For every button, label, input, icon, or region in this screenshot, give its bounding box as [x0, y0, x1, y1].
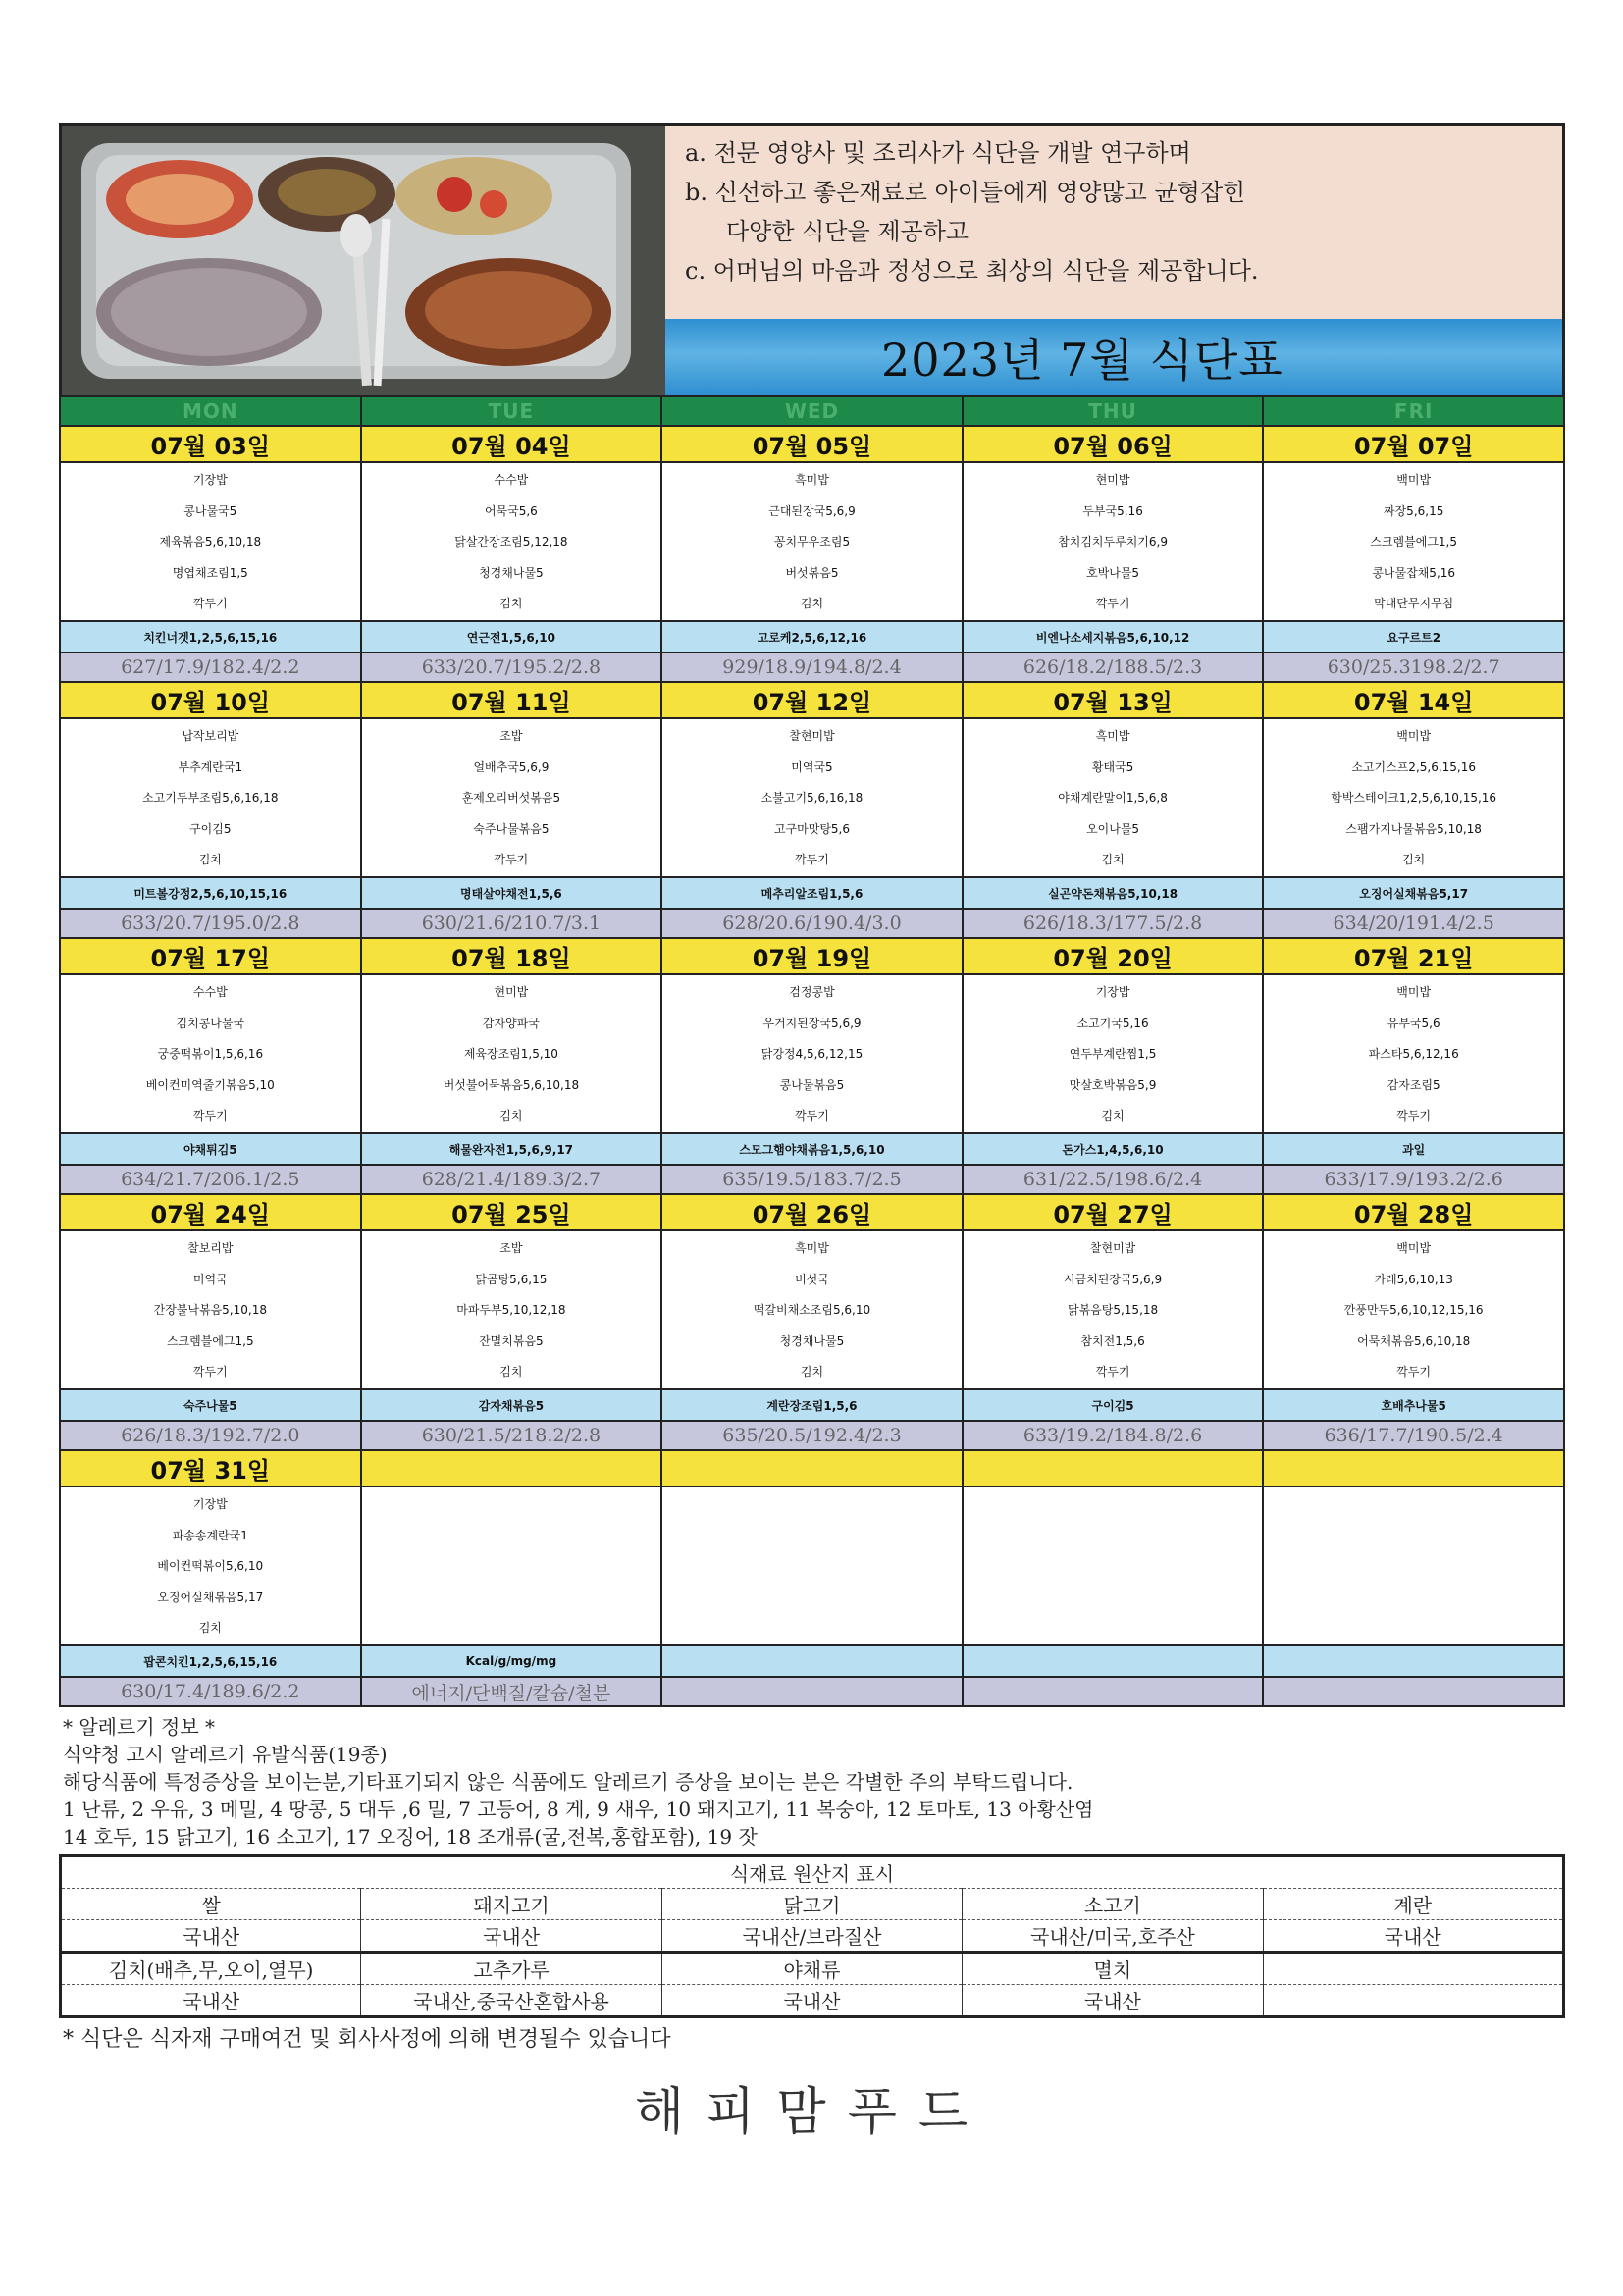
meal-item: 마파두부5,10,12,18: [456, 1303, 566, 1317]
date-cell: 07월 26일: [661, 1194, 963, 1230]
date-cell: 07월 27일: [963, 1194, 1264, 1230]
meal-cell: [1263, 974, 1564, 1133]
meal-item: 구이김5: [189, 821, 232, 836]
meal-item: 기장밥: [192, 1497, 228, 1511]
note-b: b. 신선하고 좋은재료로 아이들에게 영양많고 균형잡힌: [685, 179, 1246, 206]
meal-item: 파스타5,6,12,16: [1368, 1047, 1459, 1061]
meal-cell: [661, 974, 963, 1133]
origin-value: 국내산: [361, 1920, 661, 1953]
menu-sheet: [59, 123, 1565, 2144]
date-cell: 07월 25일: [361, 1194, 662, 1230]
nutrition-cell: [661, 1677, 963, 1706]
origin-label: 야채류: [661, 1953, 962, 1985]
meal-item: 닭볶음탕5,15,18: [1067, 1303, 1159, 1317]
nutrition-cell: 635/19.5/183.7/2.5: [661, 1165, 963, 1194]
meal-item: 베이컨미역줄기볶음5,10: [145, 1077, 275, 1092]
origin-label: 멸치: [963, 1953, 1263, 1985]
meal-item: 오이나물5: [1086, 821, 1140, 836]
allergy-line1: 식약청 고시 알레르기 유발식품(19종): [63, 1743, 388, 1766]
meal-item: 얼배추국5,6,9: [473, 759, 550, 774]
meal-item: 조밥: [499, 1241, 523, 1255]
nutrition-cell: 634/20/191.4/2.5: [1263, 909, 1564, 938]
meal-item: 파송송계란국1: [172, 1528, 248, 1542]
date-row: [60, 1450, 1564, 1487]
day-wed: WED: [661, 396, 963, 426]
origin-label: 김치(배추,무,오이,열무): [61, 1953, 361, 1985]
snack-cell: 호배추나물5: [1263, 1389, 1564, 1421]
day-thu: THU: [963, 396, 1264, 426]
origin-value: 국내산: [61, 1985, 361, 2017]
snack-cell: [1263, 1645, 1564, 1677]
meal-item: 제육장조림1,5,10: [463, 1047, 558, 1061]
allergy-line3: 1 난류, 2 우유, 3 메밀, 4 땅콩, 5 대두 ,6 밀, 7 고등어, 8 게, 9 새우, 10 돼지고기, 11 복숭아, 12 토마토, 13 아황산염: [63, 1798, 1094, 1821]
origin-title-row: [61, 1856, 1564, 1889]
meal-item: 백미밥: [1396, 729, 1432, 743]
meal-item: 깍두기: [1396, 1365, 1432, 1379]
meal-item: 버섯불어묵볶음5,6,10,18: [443, 1077, 580, 1092]
snack-cell: 고로케2,5,6,12,16: [661, 621, 963, 652]
meal-item: 검정콩밥: [789, 985, 835, 999]
meal-cell: [661, 1487, 963, 1645]
origin-value: 국내산/브라질산: [661, 1920, 962, 1953]
meal-item: 두부국5,16: [1082, 503, 1143, 518]
meal-item: 버섯볶음5: [785, 565, 839, 580]
date-cell: 07월 24일: [60, 1194, 361, 1230]
company-name: 해피맘푸드: [634, 2083, 990, 2142]
date-cell: 07월 11일: [361, 682, 662, 718]
meal-item: 백미밥: [1396, 473, 1432, 487]
snack-row: [60, 621, 1564, 652]
nutrition-cell: 634/21.7/206.1/2.5: [60, 1165, 361, 1194]
date-cell: [963, 1450, 1264, 1487]
meal-item: 숙주나물볶음5: [473, 821, 550, 836]
meal-row: [60, 462, 1564, 621]
meal-item: 감자양파국: [482, 1016, 540, 1030]
meal-cell: [963, 974, 1264, 1133]
meal-cell: [361, 718, 662, 877]
header-right: [665, 126, 1562, 395]
meal-item: 카레5,6,10,13: [1374, 1272, 1453, 1286]
meal-cell: [963, 462, 1264, 621]
origin-value: 국내산: [61, 1920, 361, 1953]
meal-item: 어묵채볶음5,6,10,18: [1357, 1333, 1471, 1348]
meal-item: 미역국5: [791, 759, 833, 774]
origin-label: 고추가루: [361, 1953, 661, 1985]
meal-cell: [361, 974, 662, 1133]
snack-row: [60, 1645, 1564, 1677]
meal-item: 호박나물5: [1086, 565, 1140, 580]
meal-item: 김치: [499, 1365, 523, 1379]
meal-item: 소고기스프2,5,6,15,16: [1351, 759, 1477, 774]
snack-cell: 오징어실채볶음5,17: [1263, 877, 1564, 909]
meal-cell: [60, 718, 361, 877]
nutrition-cell: 633/20.7/195.2/2.8: [361, 652, 662, 682]
nutrition-cell: 627/17.9/182.4/2.2: [60, 652, 361, 682]
meal-item: 깍두기: [795, 1109, 829, 1122]
meal-item: 소고기두부조림5,6,16,18: [142, 791, 279, 805]
meal-item: 깍두기: [192, 1365, 228, 1379]
origin-label-row-2: [61, 1953, 1564, 1985]
note-c: c. 어머님의 마음과 정성으로 최상의 식단을 제공합니다.: [685, 257, 1259, 285]
meal-item: 청경채나물5: [479, 565, 544, 580]
meal-item: 현미밥: [494, 985, 529, 999]
date-cell: [361, 1450, 662, 1487]
meal-item: 닭곰탕5,6,15: [475, 1272, 548, 1286]
nutrition-cell: 636/17.7/190.5/2.4: [1263, 1421, 1564, 1450]
origin-title: 식재료 원산지 표시: [61, 1856, 1564, 1889]
date-cell: 07월 12일: [661, 682, 963, 718]
meal-item: 김치콩나물국: [176, 1016, 245, 1030]
header: [59, 123, 1565, 395]
origin-value: [1263, 1985, 1563, 2017]
date-cell: 07월 07일: [1263, 426, 1564, 462]
meal-item: 꽁치무우조림5: [773, 535, 851, 548]
nutrition-cell: 626/18.2/188.5/2.3: [963, 652, 1264, 682]
meal-tray-photo: [62, 126, 665, 395]
meal-item: 콩나물잡채5,16: [1372, 565, 1456, 580]
nutrition-cell: 635/20.5/192.4/2.3: [661, 1421, 963, 1450]
origin-value-row-1: [61, 1920, 1564, 1953]
nutrition-cell: 630/17.4/189.6/2.2: [60, 1677, 361, 1706]
menu-table: [59, 395, 1565, 1707]
meal-item: 소고기국5,16: [1076, 1016, 1149, 1030]
allergy-line2: 해당식품에 특정증상을 보이는분,기타표기되지 않은 식품에도 알레르기 증상을 보이는 분은 각별한 주의 부탁드립니다.: [63, 1770, 1073, 1794]
nutrition-cell: 631/22.5/198.6/2.4: [963, 1165, 1264, 1194]
nutrition-cell: 633/17.9/193.2/2.6: [1263, 1165, 1564, 1194]
origin-label: 쌀: [61, 1889, 361, 1920]
date-row: [60, 1194, 1564, 1230]
snack-cell: 미트볼강정2,5,6,10,15,16: [60, 877, 361, 909]
origin-label: [1263, 1953, 1563, 1985]
origin-value: 국내산: [1263, 1920, 1563, 1953]
nutrition-cell: 929/18.9/194.8/2.4: [661, 652, 963, 682]
meal-item: 김치: [1101, 1109, 1125, 1122]
meal-cell: [361, 462, 662, 621]
nutrition-row: [60, 652, 1564, 682]
meal-item: 제육볶음5,6,10,18: [159, 535, 262, 548]
day-tue: TUE: [361, 396, 662, 426]
meal-cell: [60, 1487, 361, 1645]
meal-item: 깐풍만두5,6,10,12,15,16: [1343, 1303, 1484, 1317]
meal-item: 고구마맛탕5,6: [773, 821, 850, 836]
date-cell: 07월 06일: [963, 426, 1264, 462]
meal-item: 김치: [800, 1365, 824, 1379]
meal-item: 미역국: [192, 1272, 228, 1286]
meal-cell: [661, 462, 963, 621]
origin-value-row-2: [61, 1985, 1564, 2017]
snack-cell: 해물완자전1,5,6,9,17: [361, 1133, 662, 1165]
allergy-title: * 알레르기 정보 *: [63, 1715, 215, 1739]
nutrition-row: [60, 909, 1564, 938]
meal-item: 깍두기: [1095, 597, 1130, 610]
date-row: [60, 426, 1564, 462]
snack-cell: 감자채볶음5: [361, 1389, 662, 1421]
meal-item: 김치: [499, 1109, 523, 1122]
meal-cell: [1263, 1230, 1564, 1389]
meal-item: 찰현미밥: [789, 729, 835, 743]
meal-item: 버섯국: [795, 1272, 829, 1286]
meal-cell: [963, 1230, 1264, 1389]
date-cell: 07월 14일: [1263, 682, 1564, 718]
meal-row: [60, 1230, 1564, 1389]
date-cell: 07월 03일: [60, 426, 361, 462]
note-b-cont: 다양한 식단을 제공하고: [726, 218, 969, 245]
meal-item: 근대된장국5,6,9: [768, 503, 856, 518]
meal-item: 수수밥: [494, 473, 529, 487]
disclaimer: * 식단은 식자재 구매여건 및 회사사정에 의해 변경될수 있습니다: [63, 2027, 671, 2052]
meal-item: 깍두기: [1095, 1365, 1130, 1379]
snack-cell: [661, 1645, 963, 1677]
meal-item: 간장불낙볶음5,10,18: [153, 1303, 267, 1317]
snack-cell: 연근전1,5,6,10: [361, 621, 662, 652]
meal-item: 우거지된장국5,6,9: [762, 1016, 862, 1030]
meal-item: 오징어실채볶음5,17: [157, 1590, 264, 1604]
nutrition-cell: 633/20.7/195.0/2.8: [60, 909, 361, 938]
meal-item: 야채계란말이1,5,6,8: [1058, 791, 1168, 805]
nutrition-cell: [963, 1677, 1264, 1706]
origin-value: 국내산: [963, 1985, 1263, 2017]
snack-cell: Kcal/g/mg/mg: [361, 1645, 662, 1677]
weekday-header-row: [60, 396, 1564, 426]
meal-item: 베이컨떡볶이5,6,10: [157, 1559, 264, 1573]
meal-item: 참치전1,5,6: [1080, 1333, 1145, 1348]
day-mon: MON: [60, 396, 361, 426]
nutrition-cell: 633/19.2/184.8/2.6: [963, 1421, 1264, 1450]
snack-cell: 야채튀김5: [60, 1133, 361, 1165]
snack-row: [60, 1133, 1564, 1165]
date-cell: 07월 13일: [963, 682, 1264, 718]
snack-row: [60, 1389, 1564, 1421]
meal-item: 떡갈비채소조림5,6,10: [753, 1303, 871, 1317]
allergy-line4: 14 호두, 15 닭고기, 16 소고기, 17 오징어, 18 조개류(굴,전복,홍합포함), 19 잣: [63, 1825, 758, 1849]
meal-item: 흑미밥: [795, 1241, 829, 1255]
nutrition-row: [60, 1677, 1564, 1706]
date-cell: 07월 31일: [60, 1450, 361, 1487]
meal-item: 백미밥: [1396, 985, 1432, 999]
nutrition-row: [60, 1421, 1564, 1450]
meal-cell: [1263, 462, 1564, 621]
nutrition-row: [60, 1165, 1564, 1194]
page-title: 2023년 7월 식단표: [881, 334, 1283, 387]
nutrition-cell: 628/21.4/189.3/2.7: [361, 1165, 662, 1194]
snack-cell: [963, 1645, 1264, 1677]
meal-cell: [361, 1487, 662, 1645]
snack-cell: 구이김5: [963, 1389, 1264, 1421]
meal-item: 찰보리밥: [187, 1241, 234, 1255]
meal-item: 김치: [1402, 853, 1426, 866]
meal-item: 수수밥: [192, 985, 228, 999]
date-row: [60, 938, 1564, 974]
meal-item: 명엽채조림1,5: [172, 565, 248, 580]
date-cell: 07월 04일: [361, 426, 662, 462]
meal-row: [60, 1487, 1564, 1645]
nutrition-cell: 630/21.6/210.7/3.1: [361, 909, 662, 938]
snack-cell: 명태살야채전1,5,6: [361, 877, 662, 909]
meal-item: 시금치된장국5,6,9: [1064, 1272, 1163, 1286]
meal-item: 백미밥: [1396, 1241, 1432, 1255]
meal-item: 막대단무지무침: [1374, 597, 1454, 610]
nutrition-cell: 626/18.3/177.5/2.8: [963, 909, 1264, 938]
meal-item: 감자조림5: [1387, 1077, 1440, 1092]
meal-item: 스팸가지나물볶음5,10,18: [1345, 821, 1482, 836]
origin-label-row-1: [61, 1889, 1564, 1920]
date-cell: 07월 17일: [60, 938, 361, 974]
nutrition-cell: 626/18.3/192.7/2.0: [60, 1421, 361, 1450]
meal-cell: [1263, 718, 1564, 877]
date-cell: [661, 1450, 963, 1487]
note-a: a. 전문 영양사 및 조리사가 식단을 개발 연구하며: [685, 139, 1191, 167]
meal-item: 찰현미밥: [1089, 1241, 1136, 1255]
nutrition-cell: 630/21.5/218.2/2.8: [361, 1421, 662, 1450]
meal-item: 연두부계란찜1,5: [1069, 1047, 1157, 1061]
meal-cell: [60, 974, 361, 1133]
meal-item: 김치: [198, 853, 222, 866]
snack-cell: 돈가스1,4,5,6,10: [963, 1133, 1264, 1165]
meal-item: 납작보리밥: [182, 729, 239, 743]
meal-item: 잔멸치볶음5: [479, 1333, 544, 1348]
meal-cell: [60, 462, 361, 621]
meal-item: 닭강정4,5,6,12,15: [760, 1047, 864, 1061]
meal-item: 스크렘블에그1,5: [1370, 535, 1457, 548]
meal-cell: [963, 718, 1264, 877]
nutrition-cell: 630/25.3198.2/2.7: [1263, 652, 1564, 682]
date-cell: 07월 28일: [1263, 1194, 1564, 1230]
meal-item: 참치김치두루치기6,9: [1058, 535, 1168, 548]
meal-item: 조밥: [499, 729, 523, 743]
nutrition-cell: 628/20.6/190.4/3.0: [661, 909, 963, 938]
date-cell: 07월 10일: [60, 682, 361, 718]
snack-cell: 치킨너겟1,2,5,6,15,16: [60, 621, 361, 652]
snack-cell: 요구르트2: [1263, 621, 1564, 652]
date-cell: 07월 05일: [661, 426, 963, 462]
meal-row: [60, 718, 1564, 877]
nutrition-cell: [1263, 1677, 1564, 1706]
origin-label: 닭고기: [661, 1889, 962, 1920]
meal-item: 함박스테이크1,2,5,6,10,15,16: [1331, 791, 1497, 805]
meal-item: 맛살호박볶음5,9: [1069, 1077, 1157, 1092]
allergy-info: [63, 1713, 1565, 1851]
meal-item: 깍두기: [192, 1109, 228, 1122]
date-cell: 07월 18일: [361, 938, 662, 974]
origin-table: [59, 1854, 1565, 2018]
meal-item: 기장밥: [192, 473, 228, 487]
meal-item: 깍두기: [1396, 1109, 1432, 1122]
meal-item: 김치: [1101, 853, 1125, 866]
meal-item: 김치: [800, 597, 824, 610]
snack-cell: 스모그햄야채볶음1,5,6,10: [661, 1133, 963, 1165]
meal-item: 닭살간장조림5,12,18: [454, 535, 568, 548]
meal-cell: [1263, 1487, 1564, 1645]
day-fri: FRI: [1263, 396, 1564, 426]
meal-item: 김치: [499, 597, 523, 610]
meal-item: 현미밥: [1095, 473, 1130, 487]
meal-item: 콩나물국5: [183, 503, 237, 518]
meal-item: 훈제오리버섯볶음5: [461, 791, 561, 805]
meal-item: 어묵국5,6: [484, 503, 538, 518]
snack-cell: 과일: [1263, 1133, 1564, 1165]
snack-cell: 팝콘치킨1,2,5,6,15,16: [60, 1645, 361, 1677]
meal-item: 콩나물볶음5: [779, 1077, 845, 1092]
meal-item: 깍두기: [494, 853, 529, 866]
date-cell: [1263, 1450, 1564, 1487]
snack-row: [60, 877, 1564, 909]
snack-cell: 실곤약돈채볶음5,10,18: [963, 877, 1264, 909]
date-cell: 07월 21일: [1263, 938, 1564, 974]
meal-item: 스크렘블에그1,5: [166, 1333, 254, 1348]
meal-cell: [60, 1230, 361, 1389]
meal-item: 짜장5,6,15: [1384, 503, 1444, 518]
meal-item: 청경채나물5: [779, 1333, 845, 1348]
meal-cell: [963, 1487, 1264, 1645]
meal-cell: [361, 1230, 662, 1389]
meal-item: 황태국5: [1091, 759, 1134, 774]
meal-row: [60, 974, 1564, 1133]
snack-cell: 비엔나소세지볶음5,6,10,12: [963, 621, 1264, 652]
origin-value: 국내산: [661, 1985, 962, 2017]
meal-item: 깍두기: [192, 597, 228, 610]
meal-item: 궁중떡볶이1,5,6,16: [157, 1047, 264, 1061]
meal-tray-illustration: [62, 126, 665, 395]
meal-item: 소불고기5,6,16,18: [760, 791, 864, 805]
meal-item: 김치: [198, 1621, 222, 1635]
date-row: [60, 682, 1564, 718]
origin-label: 돼지고기: [361, 1889, 661, 1920]
meal-cell: [661, 718, 963, 877]
date-cell: 07월 19일: [661, 938, 963, 974]
meal-item: 흑미밥: [1095, 729, 1130, 743]
meal-cell: [661, 1230, 963, 1389]
date-cell: 07월 20일: [963, 938, 1264, 974]
intro-notes: [665, 126, 1562, 319]
meal-item: 깍두기: [795, 853, 829, 866]
origin-label: 소고기: [963, 1889, 1263, 1920]
origin-value: 국내산/미국,호주산: [963, 1920, 1263, 1953]
snack-cell: 숙주나물5: [60, 1389, 361, 1421]
meal-item: 흑미밥: [795, 473, 829, 487]
origin-label: 계란: [1263, 1889, 1563, 1920]
snack-cell: 계란장조림1,5,6: [661, 1389, 963, 1421]
meal-item: 기장밥: [1095, 985, 1130, 999]
nutrition-cell: 에너지/단백질/칼슘/철분: [361, 1677, 662, 1706]
snack-cell: 메추리알조림1,5,6: [661, 877, 963, 909]
meal-item: 유부국5,6: [1387, 1016, 1440, 1030]
origin-value: 국내산,중국산혼합사용: [361, 1985, 661, 2017]
title-bar: [665, 319, 1562, 395]
meal-item: 부추계란국1: [178, 759, 243, 774]
